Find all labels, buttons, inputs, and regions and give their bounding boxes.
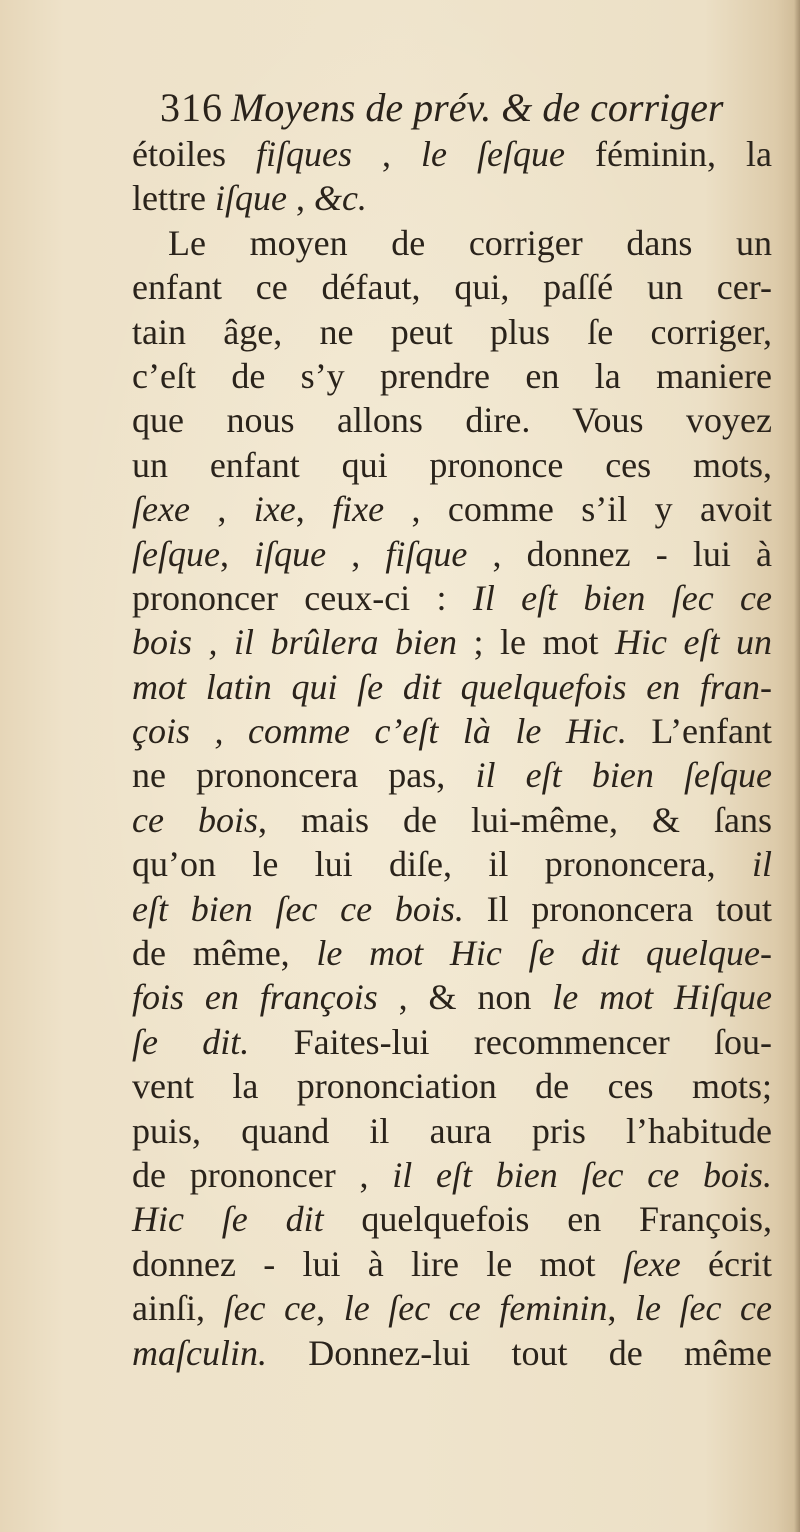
roman-text: enfant ce défaut, qui, paſſé un cer-	[132, 267, 772, 308]
roman-text: ,	[286, 178, 314, 219]
italic-text: Hic eſt un	[615, 622, 772, 663]
roman-text: étoiles	[132, 134, 256, 174]
text-line	[132, 1020, 772, 1064]
italic-text: Il eſt bien ſec ce	[472, 577, 772, 618]
roman-text: Faites-lui recommencer ſou-	[249, 1021, 772, 1062]
text-line	[132, 176, 772, 220]
text-line	[132, 576, 772, 620]
italic-text: fiſques	[256, 134, 352, 174]
italic-text: çois , comme c’eſt là le Hic.	[132, 711, 627, 752]
roman-text: ; le mot	[457, 622, 616, 663]
italic-text: le mot Hiſque	[552, 977, 772, 1018]
roman-text: ,	[607, 1288, 635, 1329]
italic-text: ixe	[253, 489, 296, 530]
text-line	[132, 221, 772, 265]
italic-text: iſque	[214, 178, 287, 219]
italic-text: fixe	[332, 489, 385, 530]
page-number: 316	[160, 85, 223, 130]
roman-text: ,	[326, 533, 386, 574]
text-line	[132, 975, 772, 1019]
roman-text: lettre	[132, 178, 215, 219]
italic-text: maſculin.	[132, 1332, 267, 1373]
text-line	[132, 798, 772, 842]
roman-text: ne prononcera pas,	[132, 755, 476, 796]
roman-text: Donnez-lui tout de même	[266, 1332, 772, 1373]
text-line	[132, 1197, 772, 1241]
text-line	[132, 620, 772, 664]
text-line	[132, 443, 772, 487]
text-line	[132, 1242, 772, 1286]
roman-text: Le moyen de corriger dans un	[168, 222, 772, 263]
italic-text: le ſec ce	[634, 1288, 773, 1329]
italic-text: bois , il brûlera bien	[132, 622, 458, 663]
roman-text: de prononcer ,	[132, 1154, 393, 1195]
roman-text: Il prononcera tout	[463, 888, 773, 929]
text-line	[132, 132, 772, 176]
text-line	[132, 354, 772, 398]
text-line	[132, 1109, 772, 1153]
italic-text: ſexe	[622, 1243, 681, 1284]
italic-text: &c.	[313, 178, 367, 219]
italic-text: ce bois	[132, 799, 258, 840]
italic-text: le mot Hic ſe dit quelque-	[316, 933, 772, 974]
italic-text: mot latin qui ſe dit quelquefois en fran-	[132, 666, 772, 707]
roman-text: , comme s’il y avoit	[384, 489, 773, 530]
roman-text: puis, quand il aura pris l’habitude	[132, 1110, 772, 1151]
text-line	[132, 265, 772, 309]
roman-text: ainſi,	[132, 1288, 224, 1329]
roman-text: ,	[219, 533, 255, 574]
italic-text: fois en françois	[132, 977, 378, 1018]
italic-text: il eſt bien ſeſque	[475, 755, 772, 796]
text-line	[132, 709, 772, 753]
italic-text: le ſec ce feminin	[343, 1288, 608, 1329]
text-line	[132, 842, 772, 886]
roman-text: c’eſt de s’y prendre en la maniere	[132, 355, 772, 396]
roman-text: qu’on le lui diſe, il prononcera,	[132, 844, 752, 885]
roman-text: donnez - lui à lire le mot	[132, 1243, 623, 1284]
text-line	[132, 887, 772, 931]
italic-text: ſeſque	[132, 533, 220, 574]
roman-text: un enfant qui prononce ces mots,	[132, 444, 772, 485]
italic-text: iſque	[254, 533, 327, 574]
text-line	[132, 1331, 772, 1375]
italic-text: il eſt bien ſec ce bois.	[392, 1154, 772, 1195]
italic-text: ſec ce	[223, 1288, 317, 1329]
roman-text: , mais de lui-même, & ſans	[258, 799, 773, 840]
roman-text: , donnez - lui à	[467, 533, 772, 574]
italic-text: le ſeſque	[421, 134, 566, 174]
roman-text: ,	[352, 134, 422, 174]
roman-text: féminin, la	[565, 134, 773, 174]
running-head-title: Moyens de prév. & de corriger	[231, 85, 724, 130]
roman-text: ,	[189, 489, 254, 530]
italic-text: fiſque	[385, 533, 468, 574]
text-line	[132, 1286, 772, 1330]
italic-text: ſexe	[132, 489, 190, 530]
text-line	[132, 1064, 772, 1108]
roman-text: L’enfant	[626, 711, 772, 752]
roman-text: prononcer ceux-ci :	[132, 577, 473, 618]
text-line	[132, 665, 772, 709]
italic-text: Hic ſe dit	[132, 1199, 324, 1240]
roman-text: , & non	[377, 977, 553, 1018]
roman-text: ,	[295, 489, 333, 530]
text-line	[132, 753, 772, 797]
text-line	[132, 532, 772, 576]
roman-text: vent la prononciation de ces mots;	[132, 1066, 772, 1107]
italic-text: ſe dit.	[132, 1021, 250, 1062]
roman-text: ,	[316, 1288, 344, 1329]
text-line	[132, 487, 772, 531]
text-line	[132, 310, 772, 354]
roman-text: écrit	[680, 1243, 772, 1284]
italic-text: eſt bien ſec ce bois.	[132, 888, 464, 929]
roman-text: que nous allons dire. Vous voyez	[132, 400, 772, 441]
text-line	[132, 931, 772, 975]
body-text	[132, 132, 772, 1375]
text-line	[132, 1153, 772, 1197]
running-head	[160, 84, 800, 132]
roman-text: quelquefois en François,	[323, 1199, 772, 1240]
roman-text: tain âge, ne peut plus ſe corriger,	[132, 311, 772, 352]
page-edge-shadow	[794, 0, 800, 1532]
text-line	[132, 398, 772, 442]
roman-text: de même,	[132, 933, 317, 974]
italic-text: il	[751, 844, 772, 885]
